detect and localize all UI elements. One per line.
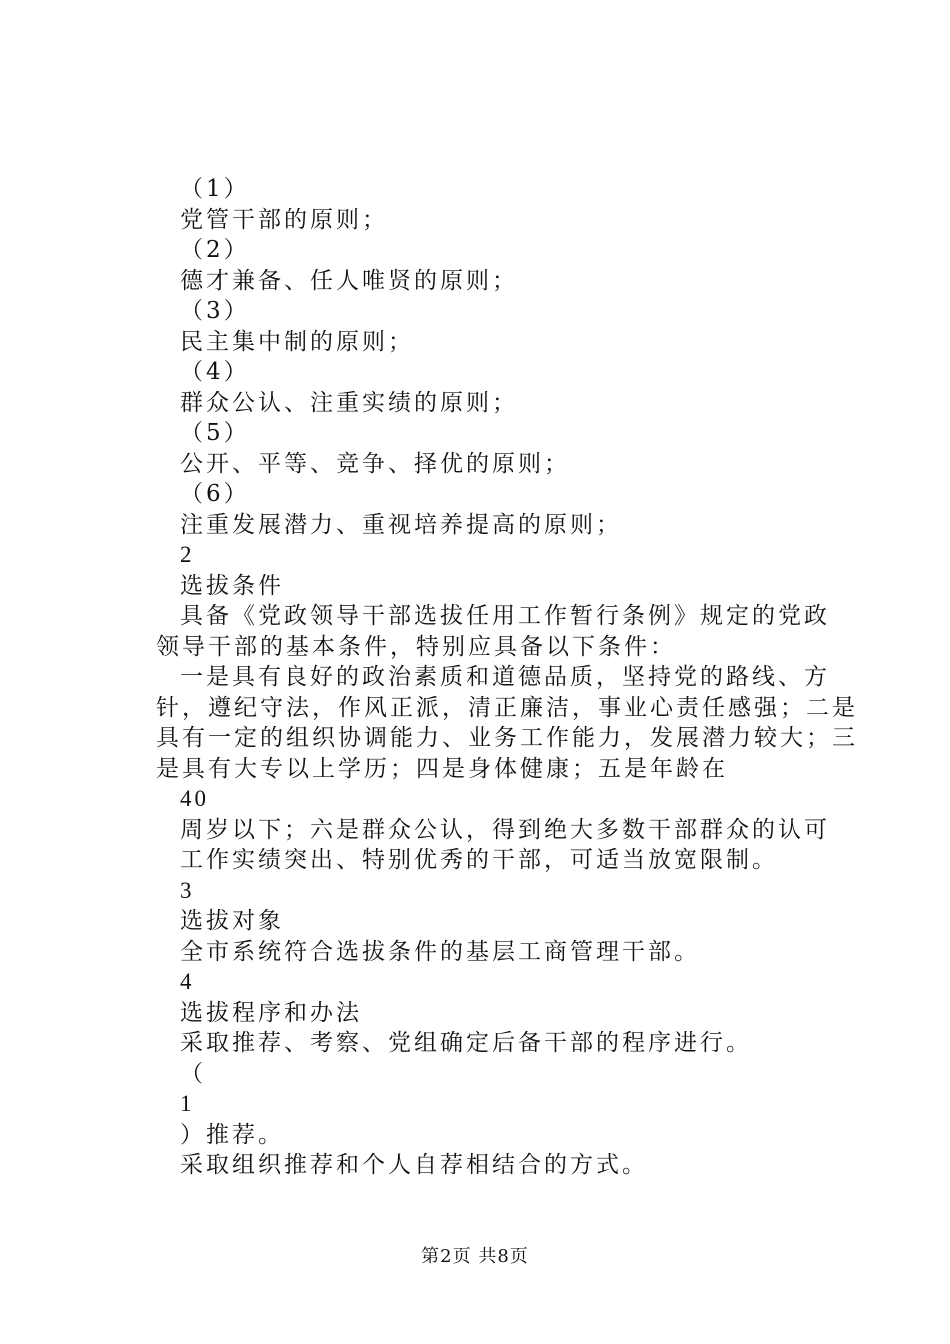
targets-text: 全市系统符合选拔条件的基层工商管理干部。	[180, 938, 700, 965]
conditions-paragraph-line: 领导干部的基本条件，特别应具备以下条件：	[156, 633, 676, 660]
principle-5: 公开、平等、竞争、择优的原则；	[180, 450, 570, 477]
principle-2: 德才兼备、任人唯贤的原则；	[180, 267, 518, 294]
conditions-paragraph-line: 具有一定的组织协调能力、业务工作能力，发展潜力较大；三	[156, 725, 858, 751]
list-number-4: （4）	[180, 359, 250, 385]
procedure-text: 采取推荐、考察、党组确定后备干部的程序进行。	[180, 1030, 752, 1056]
section-number-3: 3	[180, 877, 195, 903]
principle-6: 注重发展潜力、重视培养提高的原则；	[180, 511, 622, 538]
open-paren: （	[180, 1060, 206, 1087]
list-number-2: （2）	[180, 237, 250, 263]
section-heading-conditions: 选拔条件	[180, 572, 284, 599]
list-number-5: （5）	[180, 420, 250, 446]
section-heading-procedure: 选拔程序和办法	[180, 999, 362, 1026]
conditions-paragraph-line: 一是具有良好的政治素质和道德品质，坚持党的路线、方	[180, 664, 830, 690]
document-body	[156, 174, 858, 1181]
list-number-3: （3）	[180, 298, 250, 324]
conditions-paragraph-line: 是具有大专以上学历；四是身体健康；五是年龄在	[156, 755, 728, 782]
age-limit-number: 40	[180, 786, 209, 811]
list-number-6: （6）	[180, 481, 250, 507]
conditions-paragraph-line: 具备《党政领导干部选拔任用工作暂行条例》规定的党政	[180, 603, 830, 629]
conditions-paragraph-line: 针，遵纪守法，作风正派，清正廉洁，事业心责任感强；二是	[156, 694, 858, 721]
recommend-text: 采取组织推荐和个人自荐相结合的方式。	[180, 1152, 648, 1178]
list-number-1: （1）	[180, 176, 250, 202]
step-number-1: 1	[180, 1091, 195, 1116]
page-footer: 第2页 共8页	[421, 1246, 529, 1267]
section-heading-targets: 选拔对象	[180, 908, 284, 934]
section-number-2: 2	[180, 542, 195, 567]
section-number-4: 4	[180, 969, 195, 994]
step-heading-recommend: ）推荐。	[180, 1121, 284, 1148]
conditions-paragraph-line: 工作实绩突出、特别优秀的干部，可适当放宽限制。	[180, 847, 778, 873]
principle-1: 党管干部的原则；	[180, 206, 388, 233]
conditions-paragraph-line: 周岁以下；六是群众公认，得到绝大多数干部群众的认可	[180, 816, 830, 843]
principle-3: 民主集中制的原则；	[180, 328, 414, 355]
principle-4: 群众公认、注重实绩的原则；	[180, 389, 518, 416]
